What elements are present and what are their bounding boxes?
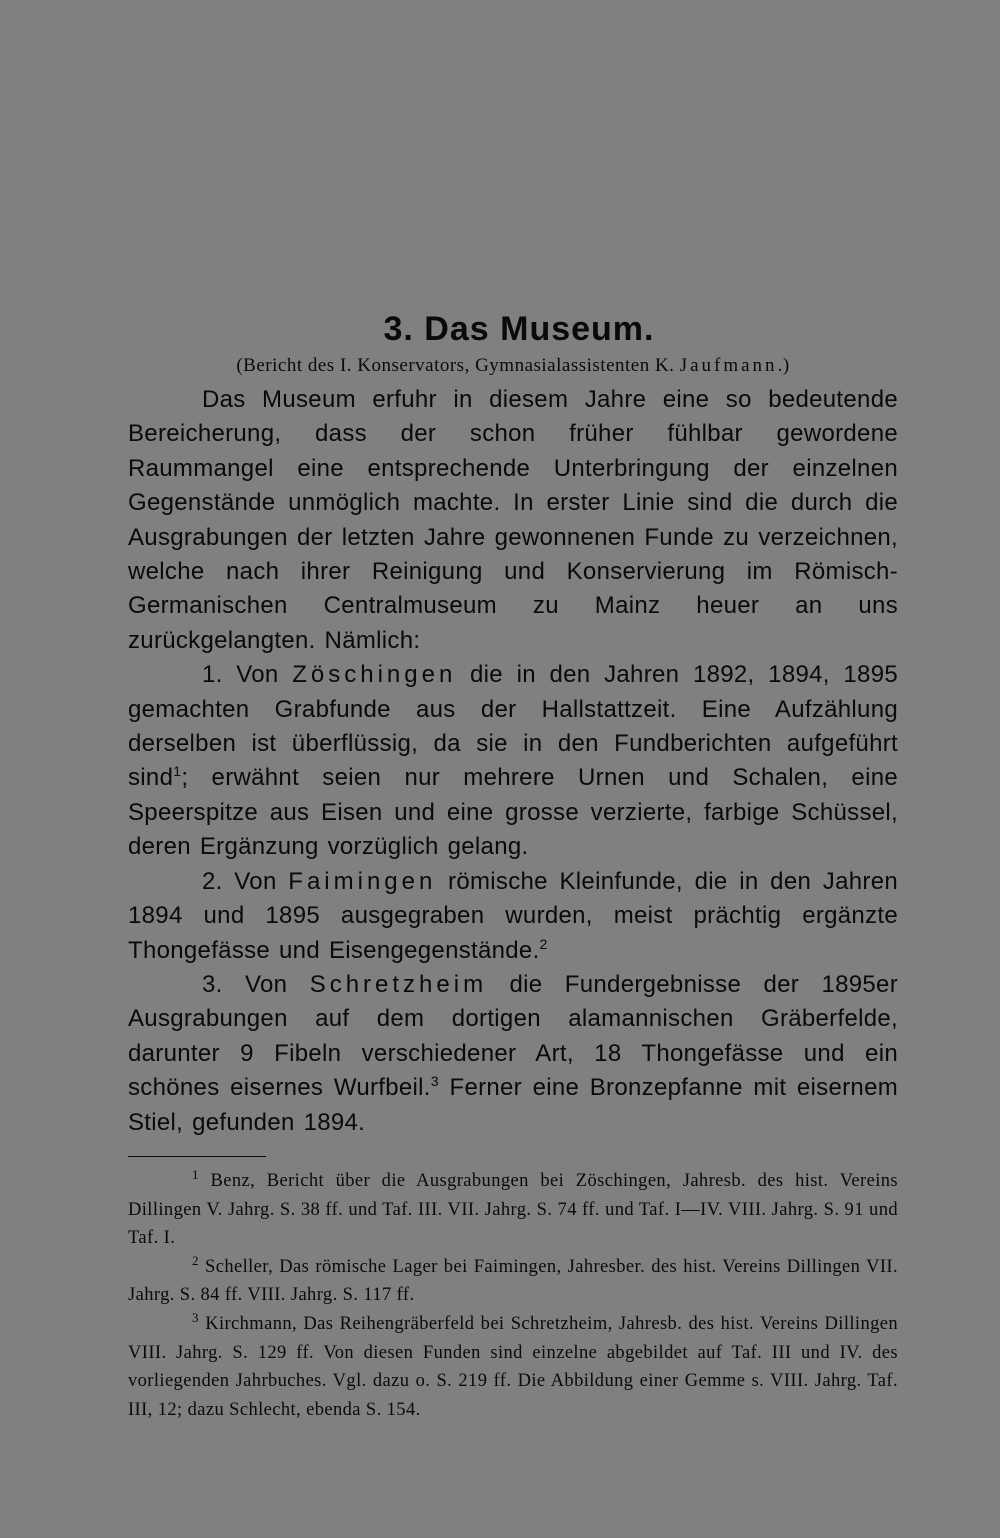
footnote-ref: 1 [173,763,182,780]
footnote-ref: 2 [539,935,548,952]
place-name: Schretzheim [309,970,488,998]
footnote-ref: 3 [430,1073,439,1090]
item-text-continued: ; erwähnt seien nur mehrere Urnen und Schalen, eine Speerspitze aus Eisen und eine grosse verzierte, farbige Schüssel, deren Ergänzung vorzüglich gelang. [128,764,898,861]
item-text: die Fundergebnisse der 1895er Ausgrabungen auf dem dortigen alamannischen Gräberfelde, darunter 9 Fibeln verschiedener Art, 18 Thongefässe und ein schönes eisernes Wurfbeil. [128,970,898,1102]
byline-author: Jaufmann [679,355,778,376]
intro-paragraph: Das Museum erfuhr in diesem Jahre eine so bedeutende Bereicherung, dass der schon früher fühlbar gewordene Raummangel eine entsprechende Unterbringung der einzelnen Gegenstände unmöglich machte. In erster Linie sind die durch die Ausgrabungen der letzten Jahre gewonnenen Funde zu verzeichnen, welche nach ihrer Reinigung und Konservierung im Römisch-Germanischen Centralmuseum zu Mainz heuer an uns zurückgelangten. Nämlich: [128,386,898,654]
byline-text: (Bericht des I. Konservators, Gymnasialassistenten K. [236,355,680,376]
item-number: 2. Von [202,867,289,895]
footnote-mark: 1 [192,1166,199,1182]
item-text: römische Kleinfunde, die in den Jahren 1894 und 1895 ausgegraben wurden, meist prächtig ergänzte Thongefässe und Eisengegenstände. [128,867,898,964]
footnote-1 [128,1167,898,1253]
byline-close: .) [777,355,790,376]
list-item-zoeschingen [128,658,898,864]
footnote-divider [128,1156,266,1157]
place-name: Zöschingen [292,661,457,689]
item-text: die in den Jahren 1892, 1894, 1895 gemachten Grabfunde aus der Hallstattzeit. Eine Aufzählung derselben ist überflüssig, da sie in den Fundberichten aufgeführt sind [128,661,898,792]
item-number: 3. Von [202,970,310,998]
list-item-schretzheim [128,968,898,1140]
item-text-continued: Ferner eine Bronzepfanne mit eisernem Stiel, gefunden 1894. [128,1074,899,1136]
page-content [128,310,898,1424]
section-title: 3. Das Museum. [383,310,655,348]
item-number: 1. Von [202,661,293,689]
footnotes [128,1167,898,1424]
footnote-text: Benz, Bericht über die Ausgrabungen bei Zöschingen, Jahresb. des hist. Vereins Dillingen V. Jahrg. S. 38 ff. und Taf. III. VII. Jahrg. S. 74 ff. und Taf. I—IV. VIII. Jahrg. S. 91 und Taf. I. [128,1170,898,1249]
footnote-3 [128,1310,898,1424]
footnote-2 [128,1253,898,1310]
footnote-mark: 2 [192,1252,199,1268]
main-text [128,383,898,1140]
place-name: Faimingen [288,867,437,895]
list-item-faimingen [128,865,898,968]
footnote-text: Kirchmann, Das Reihengräberfeld bei Schretzheim, Jahresb. des hist. Vereins Dillingen VIII. Jahrg. S. 129 ff. Von diesen Funden sind einzelne abgebildet auf Taf. III und IV. des vorliegenden Jahrbuches. Vgl. dazu o. S. 219 ff. Die Abbildung einer Gemme s. VIII. Jahrg. Taf. III, 12; dazu Schlecht, ebenda S. 154. [128,1313,898,1420]
footnote-mark: 3 [192,1309,199,1325]
report-byline [128,355,898,377]
footnote-text: Scheller, Das römische Lager bei Faimingen, Jahresber. des hist. Vereins Dillingen VII. Jahrg. S. 84 ff. VIII. Jahrg. S. 117 ff. [128,1256,898,1306]
